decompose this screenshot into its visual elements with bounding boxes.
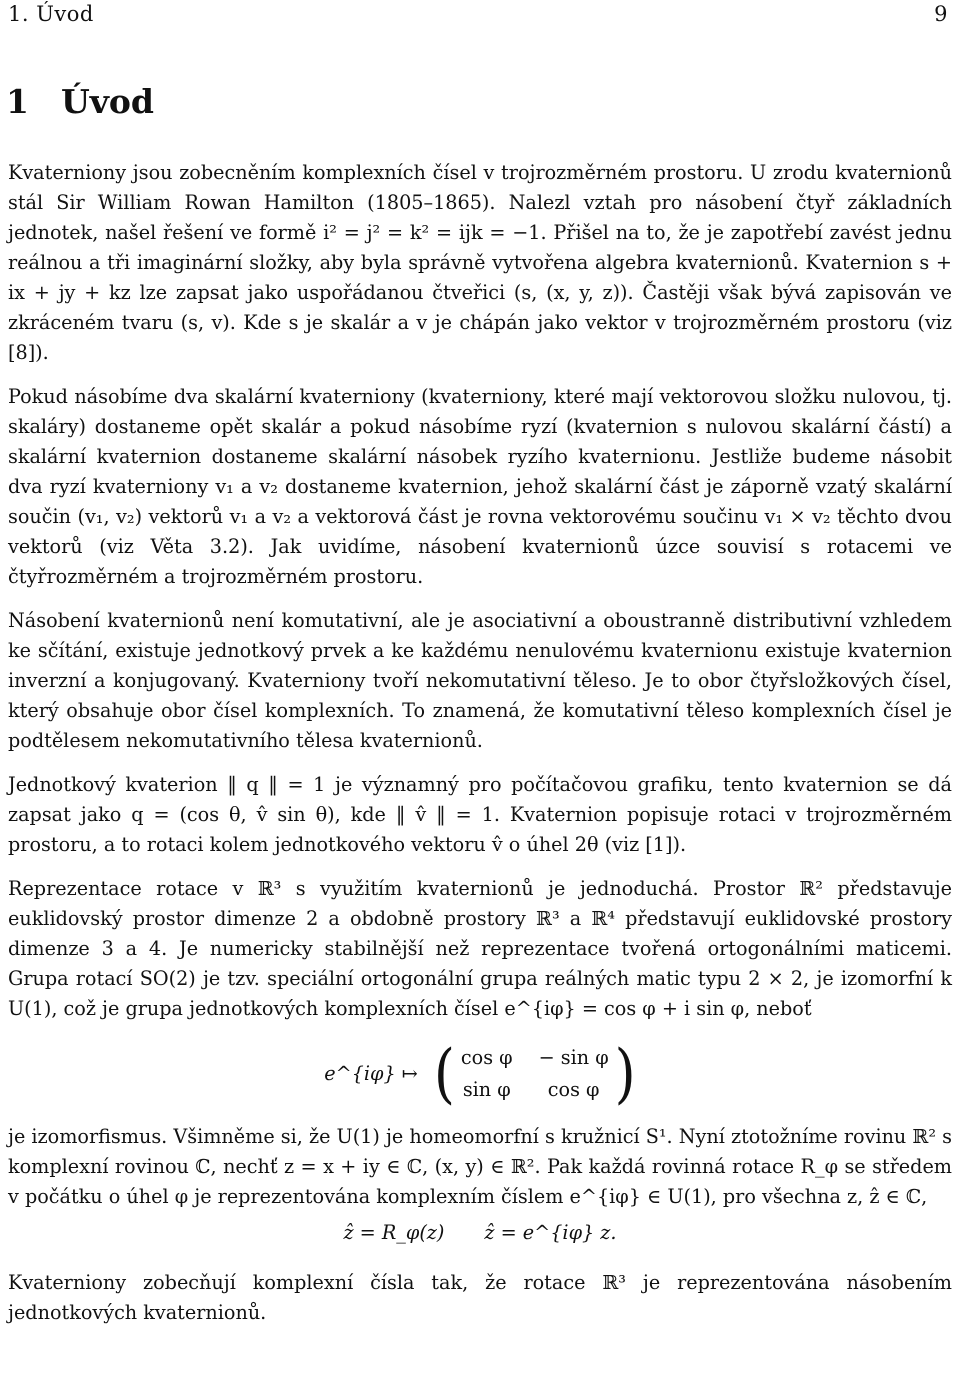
equation-left: ẑ = R_φ(z) <box>343 1221 445 1244</box>
rotation-matrix <box>433 1035 636 1112</box>
paragraph-rotation-representation: Reprezentace rotace v ℝ³ s využitím kvaternionů je jednoduchá. Prostor ℝ² představuje euklidovský prostor dimenze 2 a obdobně prostory ℝ³ a ℝ⁴ představují euklidovské prostory dimenze 3 a 4. Je numericky stabilnější než reprezentace tvořená ortogonálními maticemi. Grupa rotací SO(2) je tzv. speciální ortogonální grupa reálných matic typu 2 × 2, je izomorfní k U(1), což je grupa jednotkových komplexních čísel e^{iφ} = cos φ + i sin φ, neboť <box>8 877 952 1020</box>
paragraph-unit-quaternion: Jednotkový kvaterion ‖ q ‖ = 1 je významný pro počítačovou grafiku, tento kvaternion se dá zapsat jako q = (cos θ, v̂ sin θ), kde ‖ v̂ ‖ = 1. Kvaternion popisuje rotaci v trojrozměrném prostoru, a to rotaci kolem jednotkového vektoru v̂ o úhel 2θ (viz [1]). <box>8 773 952 856</box>
paragraph-isomorphism: je izomorfismus. Všimněme si, že U(1) je homeomorfní s kružnicí S¹. Nyní ztotožníme rovinu ℝ² s komplexní rovinou ℂ, nechť z = x + iy ∈ ℂ, (x, y) ∈ ℝ². Pak každá rovinná rotace R_φ se středem v počátku o úhel φ je reprezentována komplexním číslem e^{iφ} ∈ U(1), pro všechna z, ẑ ∈ ℂ, <box>8 1125 952 1208</box>
paragraph-properties: Násobení kvaternionů není komutativní, ale je asociativní a oboustranně distributivní vzhledem ke sčítání, existuje jednotkový prvek a ke každému nenulovému kvaternionu existuje kvaternion inverzní a konjugovaný. Kvaterniony tvoří nekomutativní těleso. Je to obor čtyřsložkových čísel, který obsahuje obor čísel komplexních. To znamená, že komutativní těleso komplexních čísel je podtělesem nekomutativního tělesa kvaternionů. <box>8 609 952 752</box>
right-paren: ) <box>614 1035 636 1112</box>
paragraph-conclusion: Kvaterniony zobecňují komplexní čísla tak, že rotace ℝ³ je reprezentována násobením jednotkových kvaternionů. <box>8 1271 952 1324</box>
matrix-equation <box>8 1035 952 1112</box>
section-title-text: Úvod <box>60 82 155 121</box>
matrix-grid <box>455 1042 615 1106</box>
matrix-cell-22: cos φ <box>547 1078 600 1101</box>
running-head <box>8 2 948 26</box>
paragraph-intro: Kvaterniony jsou zobecněním komplexních čísel v trojrozměrném prostoru. U zrodu kvaternionů stál Sir William Rowan Hamilton (1805–1865). Nalezl vztah pro násobení čtyř základních jednotek, našel řešení ve formě i² = j² = k² = ijk = −1. Přišel na to, že je zapotřebí zavést jednu reálnou a tři imaginární složky, aby byla správně vytvořena algebra kvaternionů. Kvaternion s + ix + jy + kz lze zapsat jako uspořádanou čtveřici (s, (x, y, z)). Častěji však bývá zapisován ve zkráceném tvaru (s, v). Kde s je skalár a v je chápán jako vektor v trojrozměrném prostoru (viz [8]). <box>8 161 952 364</box>
running-head-chapter: 1. Úvod <box>8 2 94 26</box>
left-paren: ( <box>433 1035 455 1112</box>
page-number: 9 <box>934 2 948 26</box>
display-equations <box>8 1218 952 1248</box>
section-title <box>6 82 154 121</box>
section-number: 1 <box>6 82 29 121</box>
paragraph-scalar-multiplication: Pokud násobíme dva skalární kvaterniony (kvaterniony, které mají vektorovou složku nulovou, tj. skaláry) dostaneme opět skalár a pokud násobíme ryzí (kvaternion s nulovou skalární částí) a skalární kvaternion dostaneme skalární násobek ryzího kvaternionu. Jestliže budeme násobit dva ryzí kvaterniony v₁ a v₂ dostaneme kvaternion, jehož skalární část je záporně vzatý skalární součin (v₁, v₂) vektorů v₁ a v₂ a vektorová část je rovna vektorovému součinu v₁ × v₂ těchto dvou vektorů (viz Věta 3.2). Jak uvidíme, násobení kvaternionů úzce souvisí s rotacemi ve čtyřrozměrném a trojrozměrném prostoru. <box>8 385 952 588</box>
matrix-lhs: e^{iφ} ↦ <box>324 1062 418 1085</box>
matrix-cell-11: cos φ <box>460 1046 513 1069</box>
body-text <box>8 158 952 1342</box>
equation-right: ẑ = e^{iφ} z. <box>484 1221 617 1244</box>
matrix-cell-21: sin φ <box>462 1078 511 1101</box>
matrix-cell-12: − sin φ <box>538 1046 609 1069</box>
